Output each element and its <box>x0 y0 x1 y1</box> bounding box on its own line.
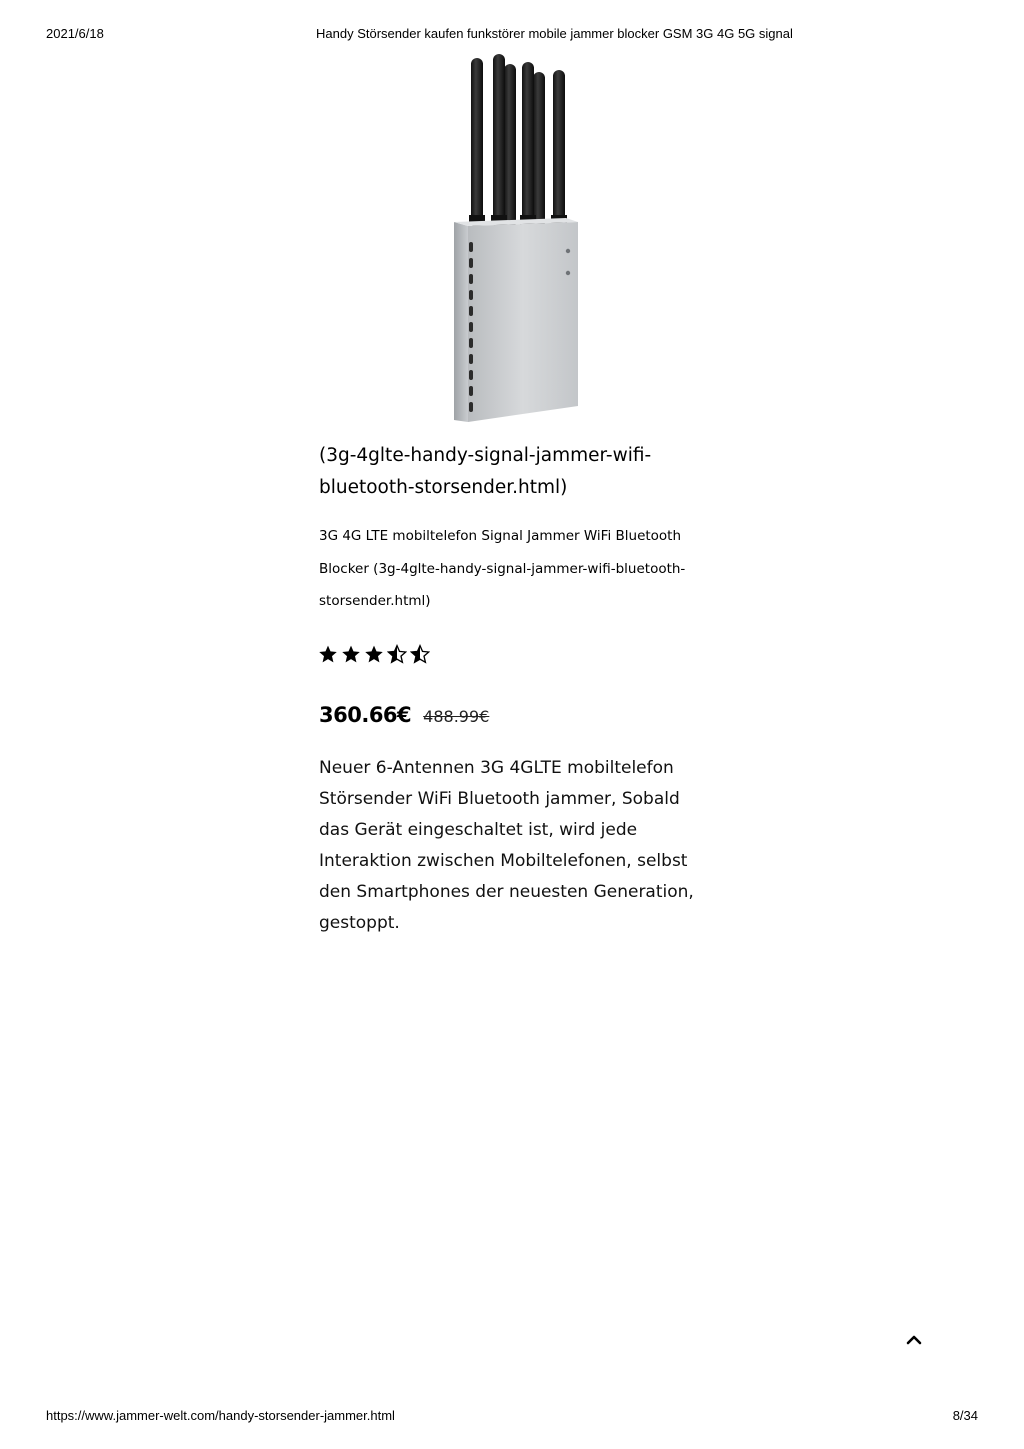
print-page-number: 8/34 <box>952 1408 978 1423</box>
star-full-icon <box>341 643 361 665</box>
print-page-title: Handy Störsender kaufen funkstörer mobile jammer blocker GSM 3G 4G 5G signal <box>316 26 793 41</box>
star-half-icon <box>410 643 430 665</box>
star-rating <box>318 643 430 667</box>
product-title-link[interactable]: 3G 4G LTE mobiltelefon Signal Jammer WiFi Bluetooth Blocker (3g-4glte-handy-signal-jammer-wifi-bluetooth-storsender.html) <box>319 528 686 609</box>
print-date: 2021/6/18 <box>46 26 104 41</box>
star-full-icon <box>318 643 338 665</box>
chevron-up-icon <box>902 1329 926 1349</box>
star-half-icon <box>387 643 407 665</box>
product-image[interactable] <box>420 50 608 440</box>
product-image-link[interactable]: (3g-4glte-handy-signal-jammer-wifi-bluetooth-storsender.html) <box>319 445 652 498</box>
original-price: 488.99€ <box>423 707 490 726</box>
price-row <box>319 703 489 727</box>
product-description: Neuer 6-Antennen 3G 4GLTE mobiltelefon Störsender WiFi Bluetooth jammer, Sobald das Gerät eingeschaltet ist, wird jede Interaktion zwischen Mobiltelefonen, selbst den Smartphones der neuesten Generation, gestoppt. <box>319 758 694 933</box>
star-full-icon <box>364 643 384 665</box>
current-price: 360.66€ <box>319 703 412 727</box>
print-url: https://www.jammer-welt.com/handy-storsender-jammer.html <box>46 1408 395 1423</box>
back-to-top-button[interactable] <box>902 1329 926 1349</box>
